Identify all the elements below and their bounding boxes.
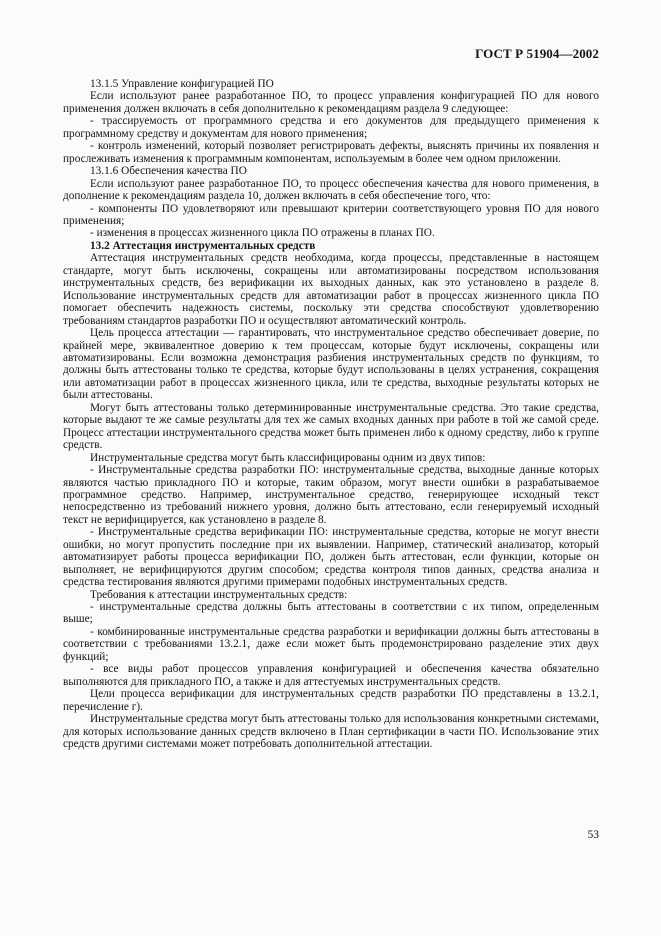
- paragraph: Аттестация инструментальных средств необходима, когда процессы, представленные в настоящем стандарте, могут быть исключены, сокращены или автоматизированы посредством использования инструментальных средств, без верификации их выходных данных, как это установлено в разделе 8. Использование инструментальных средств для автоматизации работ в процессах жизненного цикла ПО помогает обеспечить надежность системы, поскольку эти средства способствуют удовлетворению требованиям стандартов разработки ПО и осуществляют автоматический контроль.: [63, 252, 599, 327]
- list-item: - инструментальные средства должны быть аттестованы в соответствии с их типом, определенным выше;: [63, 601, 599, 626]
- subsection-heading: 13.1.5 Управление конфигурацией ПО: [90, 78, 274, 90]
- list-item: - все виды работ процессов управления конфигурацией и обеспечения качества обязательно выполняются для прикладного ПО, а также и для аттестуемых инструментальных средств.: [63, 663, 599, 688]
- page-number: 53: [587, 829, 599, 841]
- paragraph: Если используют ранее разработанное ПО, то процесс управления конфигурацией ПО для нового применения должен включать в себя дополнительно к рекомендациям раздела 9 следующее:: [63, 90, 599, 115]
- paragraph: Могут быть аттестованы только детерминированные инструментальные средства. Это такие средства, которые выдают те же самые результаты для тех же самых входных данных при работе в той же самой среде. Процесс аттестации инструментального средства может быть применен либо к одному средству, либо к группе средств.: [63, 401, 599, 452]
- section-heading: 13.2 Аттестация инструментальных средств: [90, 239, 316, 252]
- list-item: - контроль изменений, который позволяет регистрировать дефекты, выяснять причины их появления и прослеживать изменения к программным компонентам, используемым в более чем одном приложении.: [63, 140, 599, 165]
- page-body: [63, 78, 599, 750]
- paragraph: Инструментальные средства могут быть классифицированы одним из двух типов:: [90, 451, 486, 464]
- list-item: - Инструментальные средства верификации ПО: инструментальные средства, которые не могут внести ошибки, но могут пропустить последние при их выявлении. Например, статический анализатор, который автоматизирует работы процесса верификации ПО, должен быть аттестован, если функции, которые он выполняет, не верифицируются другим способом; средства контроля типов данных, средства анализа и средства тестирования являются другими примерами подобных инструментальных средств.: [63, 526, 599, 589]
- paragraph: Инструментальные средства могут быть аттестованы только для использования конкретными системами, для которых использование данных средств включено в План сертификации в части ПО. Использование этих средств другими системами может потребовать дополнительной аттестации.: [63, 713, 599, 751]
- list-item: - компоненты ПО удовлетворяют или превышают критерии соответствующего уровня ПО для нового применения;: [63, 202, 599, 227]
- list-item: - трассируемость от программного средства и его документов для предыдущего применения к программному средству и документам для нового применения;: [63, 115, 599, 140]
- paragraph: Цель процесса аттестации — гарантировать, что инструментальное средство обеспечивает доверие, по крайней мере, эквивалентное доверию к тем процессам, которые будут исключены, сокращены или автоматизированы. Если возможна демонстрация разбиения инструментальных средств по функциям, то должны быть аттестованы только те средства, которые будут использованы в целях устранения, сокращения или автоматизации работ в процессах жизненного цикла, или те средства, выходные результаты которых не были аттестованы.: [63, 327, 599, 402]
- paragraph: Цели процесса верификации для инструментальных средств разработки ПО представлены в 13.2.1, перечисление г).: [63, 688, 599, 713]
- paragraph: Требования к аттестации инструментальных средств:: [90, 588, 348, 601]
- list-item: - изменения в процессах жизненного цикла ПО отражены в планах ПО.: [90, 227, 435, 240]
- subsection-heading: 13.1.6 Обеспечения качества ПО: [90, 165, 247, 178]
- standard-header: ГОСТ Р 51904—2002: [475, 46, 599, 61]
- list-item: - комбинированные инструментальные средства разработки и верификации должны быть аттестованы в соответствии с требованиями 13.2.1, даже если может быть продемонстрировано разделение этих двух функций;: [63, 625, 599, 663]
- paragraph: Если используют ранее разработанное ПО, то процесс обеспечения качества для нового применения, в дополнение к рекомендациям раздела 10, должен включать в себя обеспечение того, что:: [63, 177, 599, 203]
- list-item: - Инструментальные средства разработки ПО: инструментальные средства, выходные данные которых являются частью прикладного ПО и которые, таким образом, могут внести ошибки в разрабатываемое программное средство. Например, инструментальное средство, генерирующее исходный текст непосредственно из требований нижнего уровня, должно быть аттестовано, если генерируемый исходный текст не верифицируется, как установлено в разделе 8.: [63, 464, 599, 526]
